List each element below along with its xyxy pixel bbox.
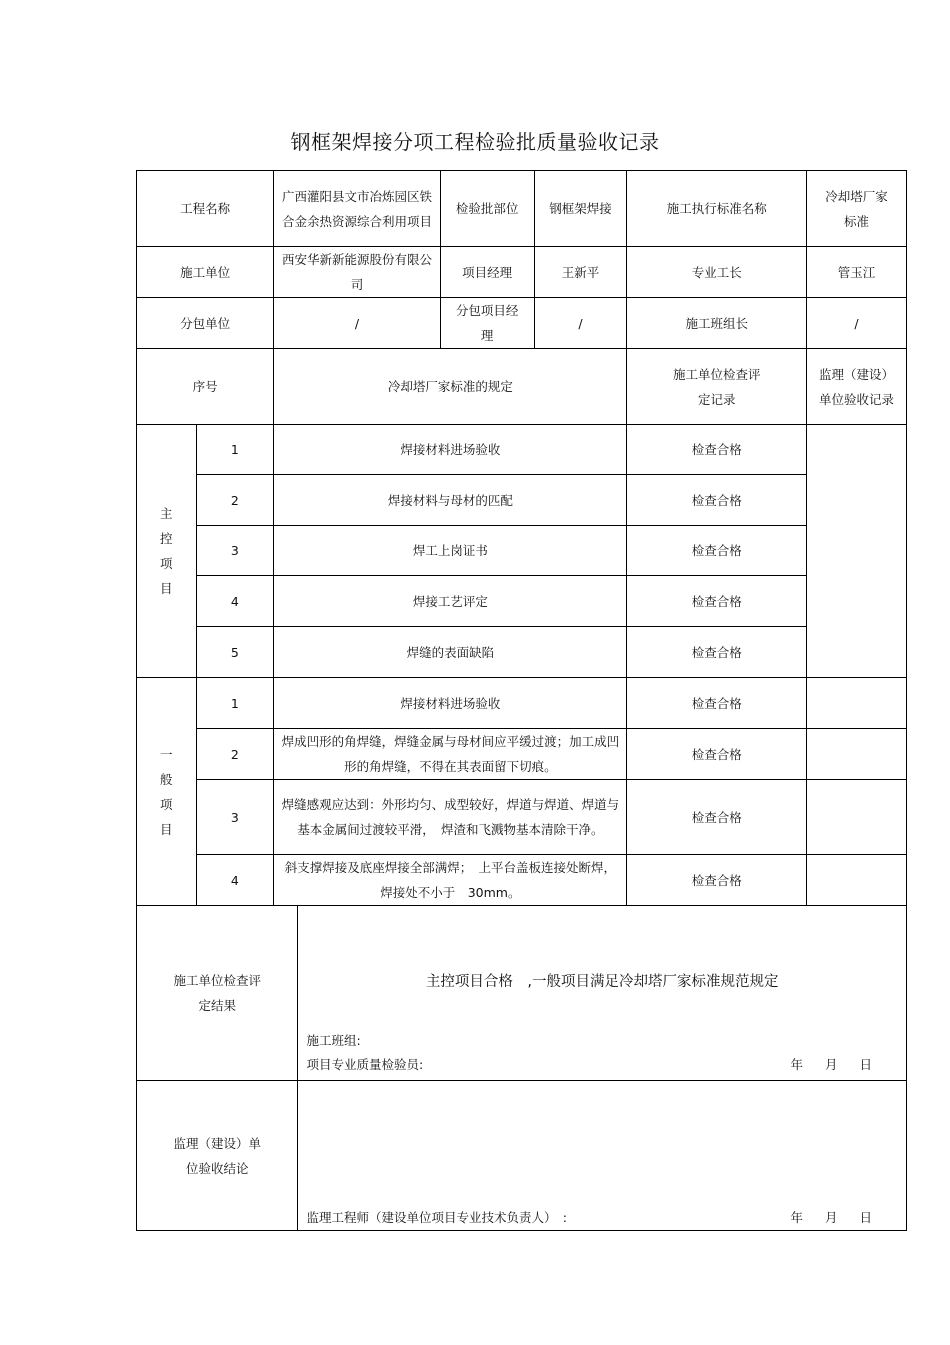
table-row (137, 780, 907, 855)
column-header-row (137, 349, 907, 425)
item-supervisor-record (807, 780, 907, 855)
item-result: 检查合格 (627, 526, 807, 576)
standard-label: 施工执行标准名称 (627, 171, 807, 247)
supervisor-date-label: 年 月 日 (790, 1210, 872, 1225)
team-leader-label: 施工班组长 (627, 298, 807, 349)
item-description: 焊缝的表面缺陷 (274, 627, 627, 678)
item-number: 1 (196, 678, 274, 729)
item-number: 3 (196, 526, 274, 576)
item-description: 焊接材料进场验收 (274, 425, 627, 475)
header-row-contractor (137, 247, 907, 298)
table-row (137, 526, 907, 576)
item-result: 检查合格 (627, 678, 807, 729)
main-items-supervisor-cell (807, 425, 907, 678)
standard-value: 冷却塔厂家标准 (807, 171, 907, 247)
item-number: 1 (196, 425, 274, 475)
table-row (137, 729, 907, 780)
pm-label: 项目经理 (440, 247, 534, 298)
item-number: 4 (196, 855, 274, 906)
item-result: 检查合格 (627, 627, 807, 678)
project-name-label: 工程名称 (137, 171, 274, 247)
contractor-result-content (298, 906, 907, 1081)
table-row (137, 425, 907, 475)
general-items-group-label: 一 般 项 目 (137, 678, 197, 906)
main-items-group-label: 主 控 项 目 (137, 425, 197, 678)
contractor-result-row (137, 906, 907, 1081)
inspector-label: 项目专业质量检验员: (306, 1057, 424, 1072)
contractor-label: 施工单位 (137, 247, 274, 298)
item-description: 斜支撑焊接及底座焊接全部满焊； 上平台盖板连接处断焊，焊接处不小于 30mm。 (274, 855, 627, 906)
item-description: 焊成凹形的角焊缝，焊缝金属与母材间应平缓过渡；加工成凹形的角焊缝，不得在其表面留下切痕。 (274, 729, 627, 780)
subcontractor-value: / (274, 298, 441, 349)
page-title: 钢框架焊接分项工程检验批质量验收记录 (290, 130, 660, 154)
team-leader-value: / (807, 298, 907, 349)
item-result: 检查合格 (627, 855, 807, 906)
table-row (137, 576, 907, 627)
batch-location-value: 钢框架焊接 (534, 171, 627, 247)
sub-pm-label: 分包项目经理 (440, 298, 534, 349)
table-row (137, 475, 907, 526)
subcontractor-label: 分包单位 (137, 298, 274, 349)
foreman-label: 专业工长 (627, 247, 807, 298)
sub-pm-value: / (534, 298, 627, 349)
batch-location-label: 检验批部位 (440, 171, 534, 247)
engineer-label: 监理工程师（建设单位项目专业技术负责人） : (306, 1210, 567, 1225)
item-supervisor-record (807, 678, 907, 729)
item-number: 2 (196, 475, 274, 526)
pm-value: 王新平 (534, 247, 627, 298)
project-name-value: 广西灌阳县文市冶炼园区铁合金余热资源综合利用项目 (274, 171, 441, 247)
header-row-project (137, 171, 907, 247)
contractor-result-label: 施工单位检查评定结果 (137, 906, 298, 1081)
item-description: 焊工上岗证书 (274, 526, 627, 576)
table-row (137, 855, 907, 906)
contractor-record-header: 施工单位检查评定记录 (627, 349, 807, 425)
item-supervisor-record (807, 729, 907, 780)
contractor-value: 西安华新新能源股份有限公司 (274, 247, 441, 298)
seq-column-header: 序号 (137, 349, 274, 425)
item-number: 5 (196, 627, 274, 678)
item-description: 焊接工艺评定 (274, 576, 627, 627)
supervisor-result-label: 监理（建设）单位验收结论 (137, 1081, 298, 1231)
inspection-record-table (136, 170, 907, 1231)
table-row (137, 627, 907, 678)
item-description: 焊缝感观应达到：外形均匀、成型较好，焊道与焊道、焊道与基本金属间过渡较平滑， 焊渣和飞溅物基本清除干净。 (274, 780, 627, 855)
item-result: 检查合格 (627, 729, 807, 780)
foreman-value: 管玉江 (807, 247, 907, 298)
item-number: 2 (196, 729, 274, 780)
item-result: 检查合格 (627, 475, 807, 526)
supervisor-result-row (137, 1081, 907, 1231)
supervisor-result-content (298, 1081, 907, 1231)
item-number: 3 (196, 780, 274, 855)
item-supervisor-record (807, 855, 907, 906)
item-description: 焊接材料进场验收 (274, 678, 627, 729)
spec-column-header: 冷却塔厂家标准的规定 (274, 349, 627, 425)
item-result: 检查合格 (627, 425, 807, 475)
item-number: 4 (196, 576, 274, 627)
team-label: 施工班组: (306, 1033, 361, 1048)
item-description: 焊接材料与母材的匹配 (274, 475, 627, 526)
supervisor-record-header: 监理（建设）单位验收记录 (807, 349, 907, 425)
item-result: 检查合格 (627, 576, 807, 627)
header-row-subcontractor (137, 298, 907, 349)
contractor-date-label: 年 月 日 (790, 1057, 872, 1072)
table-row (137, 678, 907, 729)
item-result: 检查合格 (627, 780, 807, 855)
contractor-conclusion: 主控项目合格 ,一般项目满足冷却塔厂家标准规范规定 (425, 974, 779, 990)
